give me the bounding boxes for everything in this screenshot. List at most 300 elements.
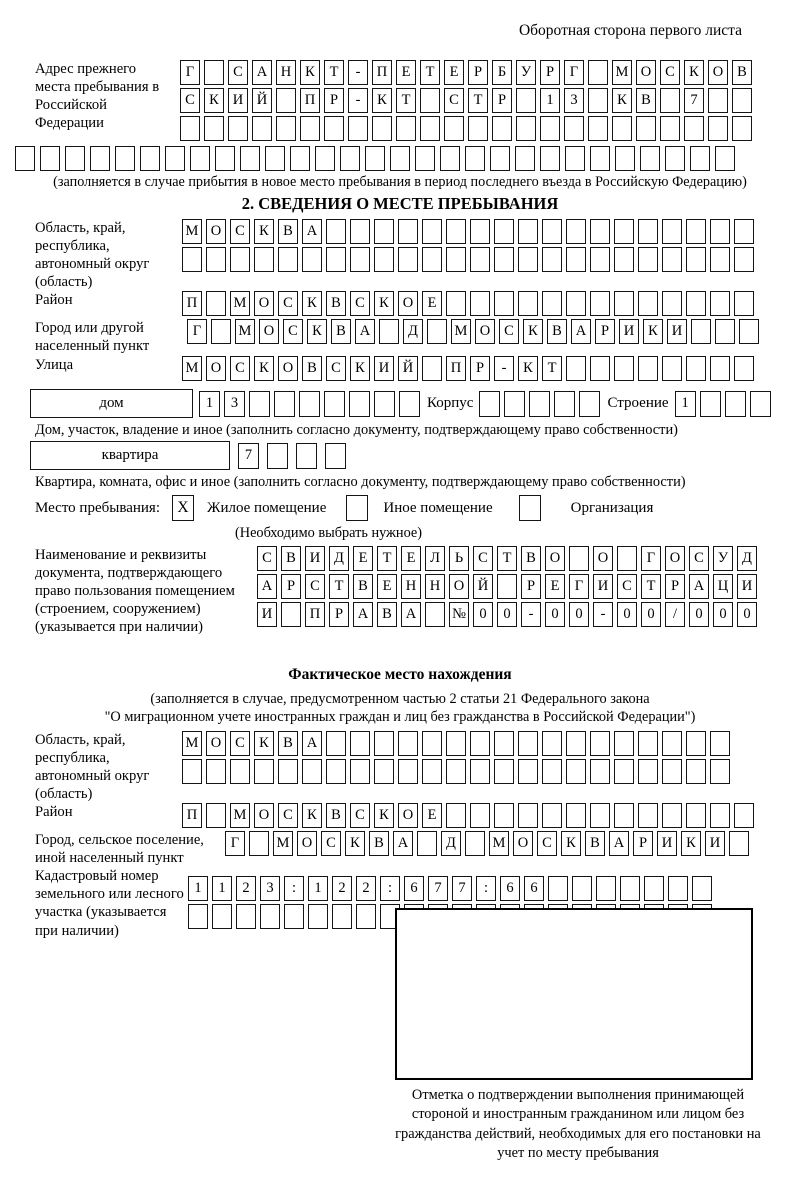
char-box[interactable] <box>470 731 490 756</box>
char-box[interactable]: Р <box>329 602 349 627</box>
char-box[interactable] <box>590 291 610 316</box>
char-box[interactable] <box>715 319 735 344</box>
char-box[interactable] <box>542 803 562 828</box>
char-box[interactable] <box>691 319 711 344</box>
char-box[interactable]: К <box>684 60 704 85</box>
char-box[interactable]: № <box>449 602 469 627</box>
char-box[interactable] <box>350 731 370 756</box>
char-box[interactable]: 3 <box>224 391 245 417</box>
char-box[interactable]: 1 <box>675 391 696 417</box>
char-box[interactable] <box>700 391 721 417</box>
char-box[interactable]: С <box>537 831 557 856</box>
char-box[interactable]: В <box>281 546 301 571</box>
char-box[interactable] <box>300 116 320 141</box>
char-box[interactable]: М <box>182 731 202 756</box>
char-box[interactable] <box>638 291 658 316</box>
char-box[interactable]: 2 <box>356 876 376 901</box>
char-box[interactable] <box>278 759 298 784</box>
char-box[interactable]: Т <box>324 60 344 85</box>
char-box[interactable] <box>638 731 658 756</box>
char-box[interactable]: А <box>355 319 375 344</box>
char-box[interactable]: К <box>204 88 224 113</box>
char-box[interactable]: М <box>612 60 632 85</box>
char-box[interactable] <box>708 88 728 113</box>
char-box[interactable]: О <box>545 546 565 571</box>
char-box[interactable] <box>444 116 464 141</box>
char-box[interactable]: С <box>326 356 346 381</box>
char-box[interactable] <box>529 391 550 417</box>
char-box[interactable] <box>90 146 110 171</box>
char-box[interactable] <box>374 219 394 244</box>
char-box[interactable] <box>734 803 754 828</box>
char-box[interactable]: И <box>657 831 677 856</box>
char-box[interactable] <box>504 391 525 417</box>
char-box[interactable]: 7 <box>684 88 704 113</box>
char-box[interactable]: И <box>593 574 613 599</box>
char-box[interactable] <box>614 356 634 381</box>
char-box[interactable] <box>302 759 322 784</box>
char-box[interactable] <box>566 731 586 756</box>
char-box[interactable]: Г <box>564 60 584 85</box>
char-box[interactable] <box>710 247 730 272</box>
char-box[interactable] <box>638 803 658 828</box>
char-box[interactable] <box>684 116 704 141</box>
char-box[interactable]: Р <box>540 60 560 85</box>
char-box[interactable]: П <box>372 60 392 85</box>
char-box[interactable]: 0 <box>737 602 757 627</box>
char-box[interactable] <box>590 759 610 784</box>
char-box[interactable] <box>614 219 634 244</box>
char-box[interactable]: 2 <box>332 876 352 901</box>
char-box[interactable] <box>662 356 682 381</box>
char-box[interactable] <box>638 247 658 272</box>
char-box[interactable] <box>590 247 610 272</box>
char-box[interactable]: Л <box>425 546 445 571</box>
char-box[interactable]: О <box>297 831 317 856</box>
char-box[interactable] <box>422 731 442 756</box>
char-box[interactable]: И <box>667 319 687 344</box>
char-box[interactable] <box>690 146 710 171</box>
char-box[interactable] <box>665 146 685 171</box>
char-box[interactable] <box>190 146 210 171</box>
char-box[interactable]: Р <box>595 319 615 344</box>
char-box[interactable]: К <box>350 356 370 381</box>
char-box[interactable] <box>390 146 410 171</box>
char-box[interactable]: О <box>398 803 418 828</box>
char-box[interactable]: 7 <box>452 876 472 901</box>
char-box[interactable] <box>254 759 274 784</box>
char-box[interactable] <box>620 876 640 901</box>
char-box[interactable]: О <box>278 356 298 381</box>
char-box[interactable] <box>662 731 682 756</box>
char-box[interactable]: Т <box>420 60 440 85</box>
char-box[interactable] <box>494 731 514 756</box>
char-box[interactable]: В <box>278 219 298 244</box>
char-box[interactable]: Р <box>468 60 488 85</box>
char-box[interactable] <box>734 291 754 316</box>
char-box[interactable]: М <box>182 219 202 244</box>
char-box[interactable] <box>638 356 658 381</box>
char-box[interactable] <box>640 146 660 171</box>
char-box[interactable] <box>554 391 575 417</box>
char-box[interactable] <box>299 391 320 417</box>
char-box[interactable] <box>379 319 399 344</box>
char-box[interactable] <box>324 116 344 141</box>
char-box[interactable]: В <box>636 88 656 113</box>
char-box[interactable]: Т <box>468 88 488 113</box>
char-box[interactable]: К <box>345 831 365 856</box>
char-box[interactable] <box>710 356 730 381</box>
char-box[interactable]: В <box>369 831 389 856</box>
char-box[interactable] <box>188 904 208 929</box>
char-box[interactable]: 7 <box>428 876 448 901</box>
char-box[interactable]: А <box>257 574 277 599</box>
char-box[interactable] <box>180 116 200 141</box>
char-box[interactable] <box>326 731 346 756</box>
char-box[interactable]: М <box>273 831 293 856</box>
char-box[interactable] <box>479 391 500 417</box>
char-box[interactable] <box>230 247 250 272</box>
char-box[interactable]: Ь <box>449 546 469 571</box>
char-box[interactable]: П <box>300 88 320 113</box>
char-box[interactable] <box>326 219 346 244</box>
char-box[interactable] <box>446 803 466 828</box>
char-box[interactable] <box>596 876 616 901</box>
char-box[interactable]: Д <box>329 546 349 571</box>
char-box[interactable] <box>734 247 754 272</box>
char-box[interactable]: У <box>713 546 733 571</box>
char-box[interactable] <box>446 219 466 244</box>
char-box[interactable]: Д <box>403 319 423 344</box>
char-box[interactable] <box>399 391 420 417</box>
char-box[interactable] <box>206 291 226 316</box>
char-box[interactable]: С <box>473 546 493 571</box>
char-box[interactable] <box>516 116 536 141</box>
char-box[interactable] <box>206 803 226 828</box>
char-box[interactable] <box>518 731 538 756</box>
char-box[interactable]: А <box>252 60 272 85</box>
char-box[interactable] <box>446 247 466 272</box>
char-box[interactable] <box>686 356 706 381</box>
char-box[interactable] <box>267 443 288 469</box>
char-box[interactable]: А <box>609 831 629 856</box>
char-box[interactable]: - <box>348 60 368 85</box>
char-box[interactable]: О <box>259 319 279 344</box>
char-box[interactable] <box>324 391 345 417</box>
char-box[interactable]: Т <box>329 574 349 599</box>
char-box[interactable]: Т <box>542 356 562 381</box>
char-box[interactable] <box>374 731 394 756</box>
char-box[interactable]: С <box>689 546 709 571</box>
char-box[interactable] <box>470 803 490 828</box>
char-box[interactable]: А <box>302 731 322 756</box>
char-box[interactable]: О <box>206 356 226 381</box>
char-box[interactable] <box>281 602 301 627</box>
char-box[interactable]: С <box>180 88 200 113</box>
char-box[interactable]: Б <box>492 60 512 85</box>
char-box[interactable] <box>590 146 610 171</box>
char-box[interactable] <box>612 116 632 141</box>
char-box[interactable] <box>725 391 746 417</box>
char-box[interactable] <box>590 803 610 828</box>
char-box[interactable]: В <box>547 319 567 344</box>
char-box[interactable]: К <box>518 356 538 381</box>
char-box[interactable]: И <box>619 319 639 344</box>
char-box[interactable]: 0 <box>689 602 709 627</box>
char-box[interactable] <box>348 116 368 141</box>
char-box[interactable]: К <box>372 88 392 113</box>
char-box[interactable]: В <box>326 803 346 828</box>
char-box[interactable] <box>446 759 466 784</box>
organization-checkbox[interactable] <box>519 495 541 521</box>
char-box[interactable] <box>590 731 610 756</box>
char-box[interactable] <box>236 904 256 929</box>
char-box[interactable] <box>660 116 680 141</box>
char-box[interactable]: О <box>636 60 656 85</box>
char-box[interactable]: Е <box>377 574 397 599</box>
char-box[interactable]: 6 <box>404 876 424 901</box>
char-box[interactable] <box>518 803 538 828</box>
char-box[interactable]: - <box>593 602 613 627</box>
char-box[interactable]: Р <box>521 574 541 599</box>
char-box[interactable]: А <box>353 602 373 627</box>
char-box[interactable]: Д <box>441 831 461 856</box>
char-box[interactable]: Е <box>545 574 565 599</box>
char-box[interactable] <box>542 247 562 272</box>
char-box[interactable] <box>249 831 269 856</box>
char-box[interactable] <box>422 219 442 244</box>
char-box[interactable] <box>374 247 394 272</box>
char-box[interactable] <box>739 319 759 344</box>
char-box[interactable]: В <box>302 356 322 381</box>
char-box[interactable]: О <box>593 546 613 571</box>
char-box[interactable] <box>566 356 586 381</box>
char-box[interactable]: 1 <box>188 876 208 901</box>
char-box[interactable] <box>662 247 682 272</box>
char-box[interactable]: К <box>681 831 701 856</box>
char-box[interactable] <box>686 731 706 756</box>
char-box[interactable] <box>734 219 754 244</box>
char-box[interactable]: К <box>254 731 274 756</box>
char-box[interactable] <box>662 291 682 316</box>
char-box[interactable] <box>686 291 706 316</box>
char-box[interactable]: Т <box>641 574 661 599</box>
char-box[interactable] <box>374 759 394 784</box>
char-box[interactable] <box>729 831 749 856</box>
char-box[interactable]: О <box>254 803 274 828</box>
char-box[interactable] <box>182 247 202 272</box>
char-box[interactable] <box>228 116 248 141</box>
char-box[interactable] <box>566 219 586 244</box>
char-box[interactable] <box>372 116 392 141</box>
char-box[interactable] <box>564 116 584 141</box>
char-box[interactable]: С <box>660 60 680 85</box>
char-box[interactable]: Ц <box>713 574 733 599</box>
char-box[interactable]: 0 <box>545 602 565 627</box>
char-box[interactable]: С <box>499 319 519 344</box>
char-box[interactable] <box>590 356 610 381</box>
char-box[interactable] <box>617 546 637 571</box>
char-box[interactable] <box>326 247 346 272</box>
char-box[interactable] <box>325 443 346 469</box>
char-box[interactable] <box>518 219 538 244</box>
char-box[interactable]: Е <box>422 291 442 316</box>
char-box[interactable]: О <box>398 291 418 316</box>
char-box[interactable] <box>290 146 310 171</box>
char-box[interactable]: 0 <box>569 602 589 627</box>
char-box[interactable] <box>614 803 634 828</box>
char-box[interactable] <box>440 146 460 171</box>
char-box[interactable] <box>230 759 250 784</box>
char-box[interactable]: О <box>513 831 533 856</box>
char-box[interactable]: : <box>284 876 304 901</box>
char-box[interactable]: В <box>331 319 351 344</box>
char-box[interactable]: Н <box>276 60 296 85</box>
other-premises-checkbox[interactable] <box>346 495 368 521</box>
char-box[interactable]: Е <box>396 60 416 85</box>
char-box[interactable] <box>470 759 490 784</box>
residential-checkbox[interactable]: X <box>172 495 194 521</box>
char-box[interactable] <box>566 291 586 316</box>
char-box[interactable] <box>569 546 589 571</box>
char-box[interactable] <box>710 219 730 244</box>
char-box[interactable] <box>422 356 442 381</box>
char-box[interactable]: 1 <box>308 876 328 901</box>
char-box[interactable] <box>65 146 85 171</box>
char-box[interactable] <box>518 759 538 784</box>
char-box[interactable] <box>566 247 586 272</box>
char-box[interactable] <box>349 391 370 417</box>
char-box[interactable] <box>40 146 60 171</box>
char-box[interactable] <box>686 247 706 272</box>
char-box[interactable]: 1 <box>199 391 220 417</box>
char-box[interactable] <box>638 219 658 244</box>
char-box[interactable] <box>415 146 435 171</box>
char-box[interactable]: - <box>494 356 514 381</box>
char-box[interactable] <box>206 759 226 784</box>
char-box[interactable]: С <box>278 291 298 316</box>
char-box[interactable]: К <box>523 319 543 344</box>
char-box[interactable]: Г <box>187 319 207 344</box>
char-box[interactable]: Н <box>401 574 421 599</box>
char-box[interactable]: Е <box>401 546 421 571</box>
char-box[interactable] <box>750 391 771 417</box>
char-box[interactable] <box>494 803 514 828</box>
char-box[interactable]: К <box>374 803 394 828</box>
char-box[interactable] <box>398 247 418 272</box>
char-box[interactable]: К <box>643 319 663 344</box>
char-box[interactable] <box>252 116 272 141</box>
char-box[interactable]: В <box>278 731 298 756</box>
char-box[interactable] <box>516 88 536 113</box>
char-box[interactable]: 6 <box>524 876 544 901</box>
char-box[interactable]: Й <box>252 88 272 113</box>
char-box[interactable]: Е <box>444 60 464 85</box>
char-box[interactable] <box>182 759 202 784</box>
char-box[interactable] <box>614 247 634 272</box>
char-box[interactable] <box>542 219 562 244</box>
char-box[interactable] <box>614 291 634 316</box>
char-box[interactable] <box>686 803 706 828</box>
char-box[interactable] <box>686 219 706 244</box>
char-box[interactable] <box>732 88 752 113</box>
char-box[interactable]: / <box>665 602 685 627</box>
char-box[interactable] <box>588 60 608 85</box>
char-box[interactable]: В <box>377 602 397 627</box>
char-box[interactable]: Д <box>737 546 757 571</box>
char-box[interactable]: Р <box>633 831 653 856</box>
char-box[interactable]: М <box>230 803 250 828</box>
char-box[interactable]: 3 <box>564 88 584 113</box>
char-box[interactable]: : <box>476 876 496 901</box>
char-box[interactable] <box>212 904 232 929</box>
char-box[interactable] <box>278 247 298 272</box>
char-box[interactable] <box>540 146 560 171</box>
char-box[interactable] <box>356 904 376 929</box>
char-box[interactable]: Г <box>180 60 200 85</box>
char-box[interactable]: М <box>182 356 202 381</box>
char-box[interactable] <box>276 88 296 113</box>
char-box[interactable] <box>302 247 322 272</box>
char-box[interactable]: - <box>521 602 541 627</box>
char-box[interactable]: С <box>617 574 637 599</box>
char-box[interactable] <box>662 219 682 244</box>
char-box[interactable]: К <box>302 291 322 316</box>
char-box[interactable] <box>542 759 562 784</box>
char-box[interactable] <box>422 247 442 272</box>
char-box[interactable] <box>260 904 280 929</box>
char-box[interactable] <box>470 247 490 272</box>
char-box[interactable] <box>265 146 285 171</box>
char-box[interactable]: С <box>230 356 250 381</box>
char-box[interactable] <box>350 219 370 244</box>
char-box[interactable]: С <box>350 291 370 316</box>
char-box[interactable]: 0 <box>713 602 733 627</box>
char-box[interactable] <box>542 731 562 756</box>
char-box[interactable]: С <box>305 574 325 599</box>
char-box[interactable] <box>468 116 488 141</box>
char-box[interactable]: А <box>302 219 322 244</box>
char-box[interactable]: Т <box>377 546 397 571</box>
char-box[interactable]: М <box>230 291 250 316</box>
char-box[interactable]: Е <box>353 546 373 571</box>
char-box[interactable]: К <box>300 60 320 85</box>
char-box[interactable] <box>588 88 608 113</box>
char-box[interactable]: Й <box>398 356 418 381</box>
char-box[interactable]: А <box>401 602 421 627</box>
char-box[interactable] <box>734 356 754 381</box>
char-box[interactable]: Т <box>497 546 517 571</box>
char-box[interactable]: О <box>206 731 226 756</box>
char-box[interactable] <box>446 291 466 316</box>
char-box[interactable] <box>398 219 418 244</box>
char-box[interactable] <box>636 116 656 141</box>
char-box[interactable]: С <box>444 88 464 113</box>
char-box[interactable] <box>566 803 586 828</box>
char-box[interactable]: С <box>283 319 303 344</box>
char-box[interactable] <box>566 759 586 784</box>
char-box[interactable] <box>542 291 562 316</box>
char-box[interactable] <box>660 88 680 113</box>
char-box[interactable] <box>276 116 296 141</box>
char-box[interactable] <box>662 803 682 828</box>
char-box[interactable]: 0 <box>617 602 637 627</box>
char-box[interactable]: И <box>374 356 394 381</box>
char-box[interactable] <box>249 391 270 417</box>
char-box[interactable]: 0 <box>497 602 517 627</box>
char-box[interactable] <box>140 146 160 171</box>
char-box[interactable]: 0 <box>473 602 493 627</box>
